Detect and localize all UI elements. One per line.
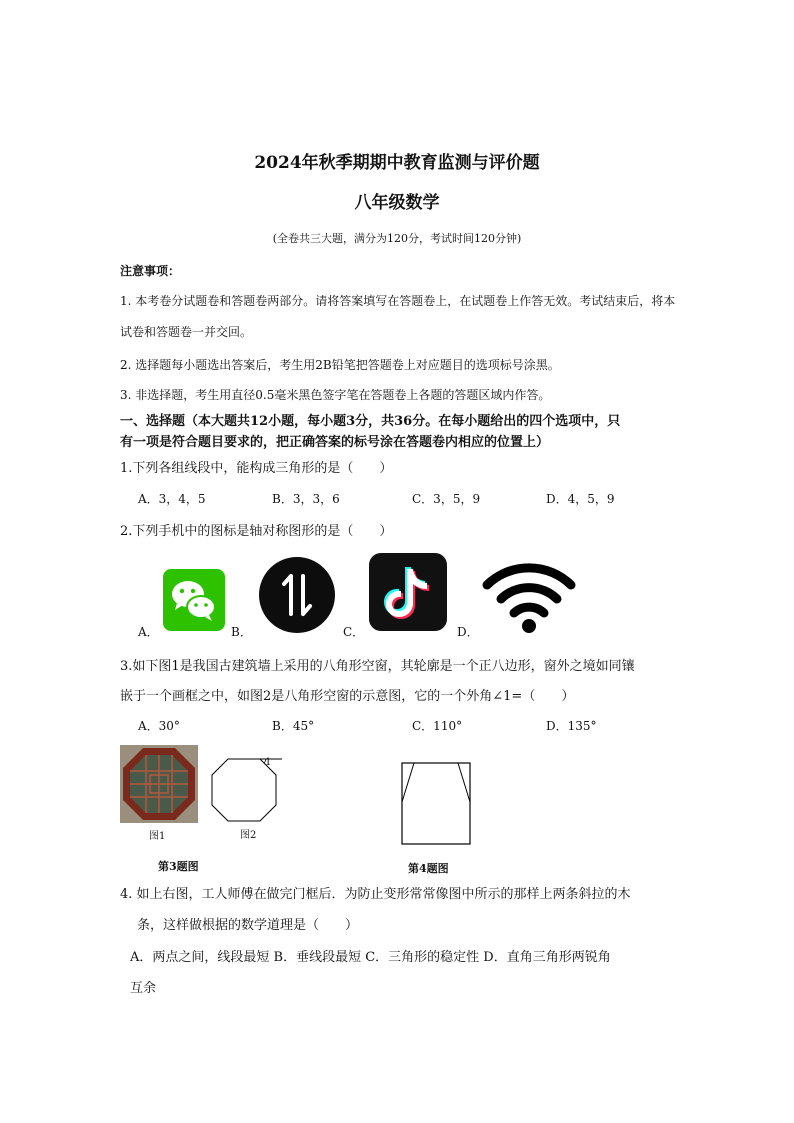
question-1-stem: 1.下列各组线段中，能构成三角形的是（ ）	[120, 461, 393, 476]
wifi-icon	[481, 563, 577, 635]
fig1-caption: 图1	[149, 831, 166, 842]
octagon-window-photo	[120, 745, 198, 823]
transfer-arrows-icon	[258, 556, 336, 634]
q4-options: A．两点之间，线段最短 B．垂线段最短 C．三角形的稳定性 D．直角三角形两锐角	[130, 950, 611, 965]
tiktok-icon	[369, 553, 447, 631]
q1-option-a: A．3，4，5	[138, 492, 206, 506]
note-3: 3. 非选择题，考生用直径0.5毫米黑色签字笔在答题卷上各题的答题区域内作答。	[120, 388, 551, 402]
exam-title: 2024年秋季期期中教育监测与评价题	[254, 153, 540, 173]
q2-option-d-label: D．	[457, 625, 479, 639]
q1-option-c: C．3，5，9	[412, 492, 481, 506]
fig2-caption: 图2	[240, 830, 257, 841]
question-3-stem-line-2: 嵌于一个画框之中，如图2是八角形空窗的示意图，它的一个外角∠1=（ ）	[120, 689, 575, 704]
question-4-stem-line-2: 条，这样做根据的数学道理是（ ）	[137, 918, 359, 933]
question-2-stem: 2.下列手机中的图标是轴对称图形的是（ ）	[120, 524, 393, 539]
notes-heading: 注意事项：	[120, 264, 181, 278]
section-1-line-1: 一、选择题（本大题共12小题，每小题3分，共36分。在每小题给出的四个选项中，只	[120, 414, 621, 429]
q2-option-c-label: C．	[343, 625, 365, 639]
q2-option-b-label: B．	[231, 625, 252, 639]
angle-1-label: 1	[265, 757, 272, 768]
q4-options-wrap: 互余	[130, 981, 157, 996]
note-1-line-1: 1. 本考卷分试题卷和答题卷两部分。请将答案填写在答题卷上，在试题卷上作答无效。考试结束后，将本	[120, 294, 676, 308]
door-frame-diagram	[401, 762, 473, 846]
q1-option-d: D．4，5，9	[546, 492, 615, 506]
q3-option-d: D．135°	[546, 719, 597, 733]
section-1-line-2: 有一项是符合题目要求的，把正确答案的标号涂在答题卷内相应的位置上）	[120, 435, 550, 450]
octagon-diagram	[210, 755, 285, 825]
q4-figure-caption: 第4题图	[408, 862, 449, 875]
q2-option-a-label: A．	[138, 625, 159, 639]
q3-figure-caption: 第3题图	[158, 860, 199, 873]
question-4-stem-line-1: 4. 如上右图，工人师傅在做完门框后．为防止变形常常像图中所示的那样上两条斜拉的木	[120, 887, 631, 902]
exam-subject: 八年级数学	[354, 193, 440, 213]
note-1-line-2: 试卷和答题卷一并交回。	[120, 325, 253, 339]
q1-option-b: B．3，3，6	[272, 492, 340, 506]
note-2: 2. 选择题每小题选出答案后，考生用2B铅笔把答题卷上对应题目的选项标号涂黑。	[120, 358, 560, 372]
wechat-icon	[163, 569, 225, 631]
q3-option-b: B．45°	[272, 719, 315, 733]
q3-option-a: A．30°	[138, 719, 180, 733]
q3-option-c: C．110°	[412, 719, 463, 733]
question-3-stem-line-1: 3.如下图1是我国古建筑墙上采用的八角形空窗，其轮廓是一个正八边形，窗外之境如同镶	[120, 659, 635, 674]
exam-info: (全卷共三大题，满分为120分，考试时间120分钟)	[272, 232, 522, 245]
